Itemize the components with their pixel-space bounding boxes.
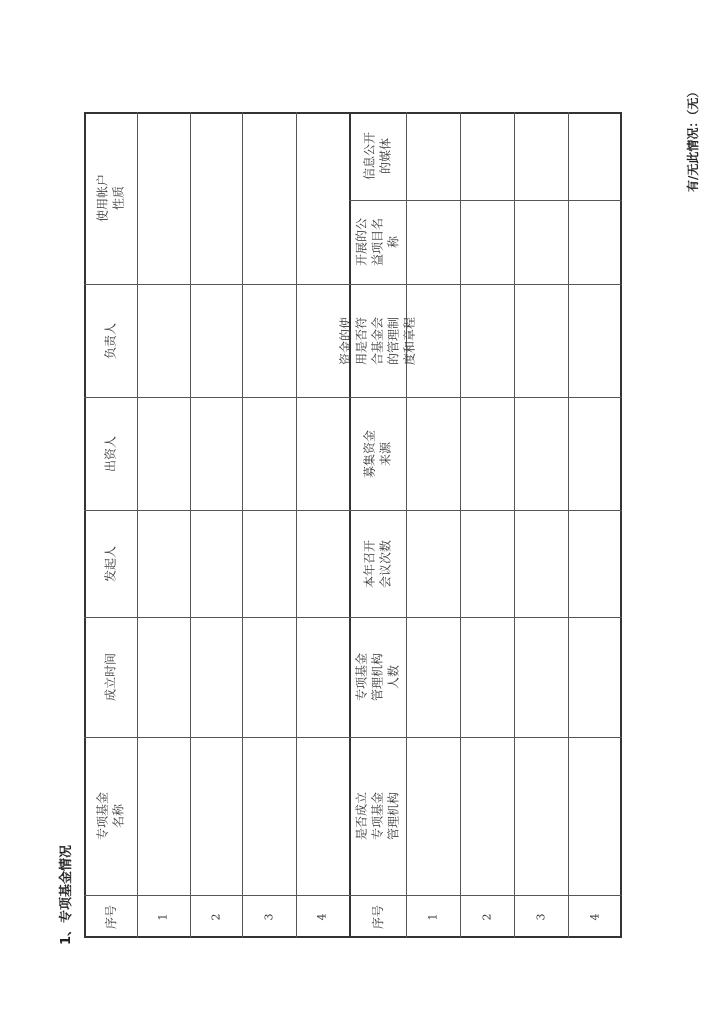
- header-cell: 序号: [370, 904, 385, 929]
- row-number: 4: [315, 913, 329, 920]
- column-divider: [242, 112, 243, 938]
- header-cell: 序号: [103, 904, 118, 929]
- header-cell: 发起人: [103, 545, 118, 582]
- column-divider: [514, 112, 515, 938]
- header-cell: 信息公开的媒体: [362, 132, 393, 181]
- row-number: 1: [156, 913, 170, 920]
- availability-note: 有/无此情况：（无）: [686, 85, 700, 192]
- header-cell: 是否成立专项基金管理机构: [354, 792, 401, 841]
- header-cell: 成立时间: [103, 653, 118, 702]
- column-divider: [460, 112, 461, 938]
- header-cell: 本年召开会议次数: [362, 539, 393, 588]
- row-number: 4: [588, 913, 601, 920]
- row-number: 2: [480, 913, 493, 920]
- header-cell: 资金的使用是否符合基金会的管理制度和章程: [338, 316, 417, 365]
- column-divider: [296, 112, 297, 938]
- section-title: 1、专项基金情况: [59, 844, 74, 945]
- row-number: 3: [262, 913, 275, 920]
- header-cell: 募集资金来源: [362, 429, 393, 478]
- row-number: 2: [209, 913, 222, 920]
- column-divider: [568, 112, 569, 938]
- column-divider: [406, 112, 407, 938]
- column-divider: [137, 112, 138, 938]
- header-cell: 使用帐户性质: [95, 174, 126, 223]
- header-cell: 出资人: [103, 435, 118, 472]
- header-cell: 专项基金管理机构人数: [354, 653, 401, 702]
- header-cell: 负责人: [103, 322, 118, 359]
- row-number: 3: [534, 913, 547, 920]
- header-cell: 开展的公益项目名称: [354, 218, 401, 267]
- header-cell: 专项基金名称: [95, 792, 126, 841]
- row-number: 1: [426, 913, 439, 920]
- column-divider: [190, 112, 191, 938]
